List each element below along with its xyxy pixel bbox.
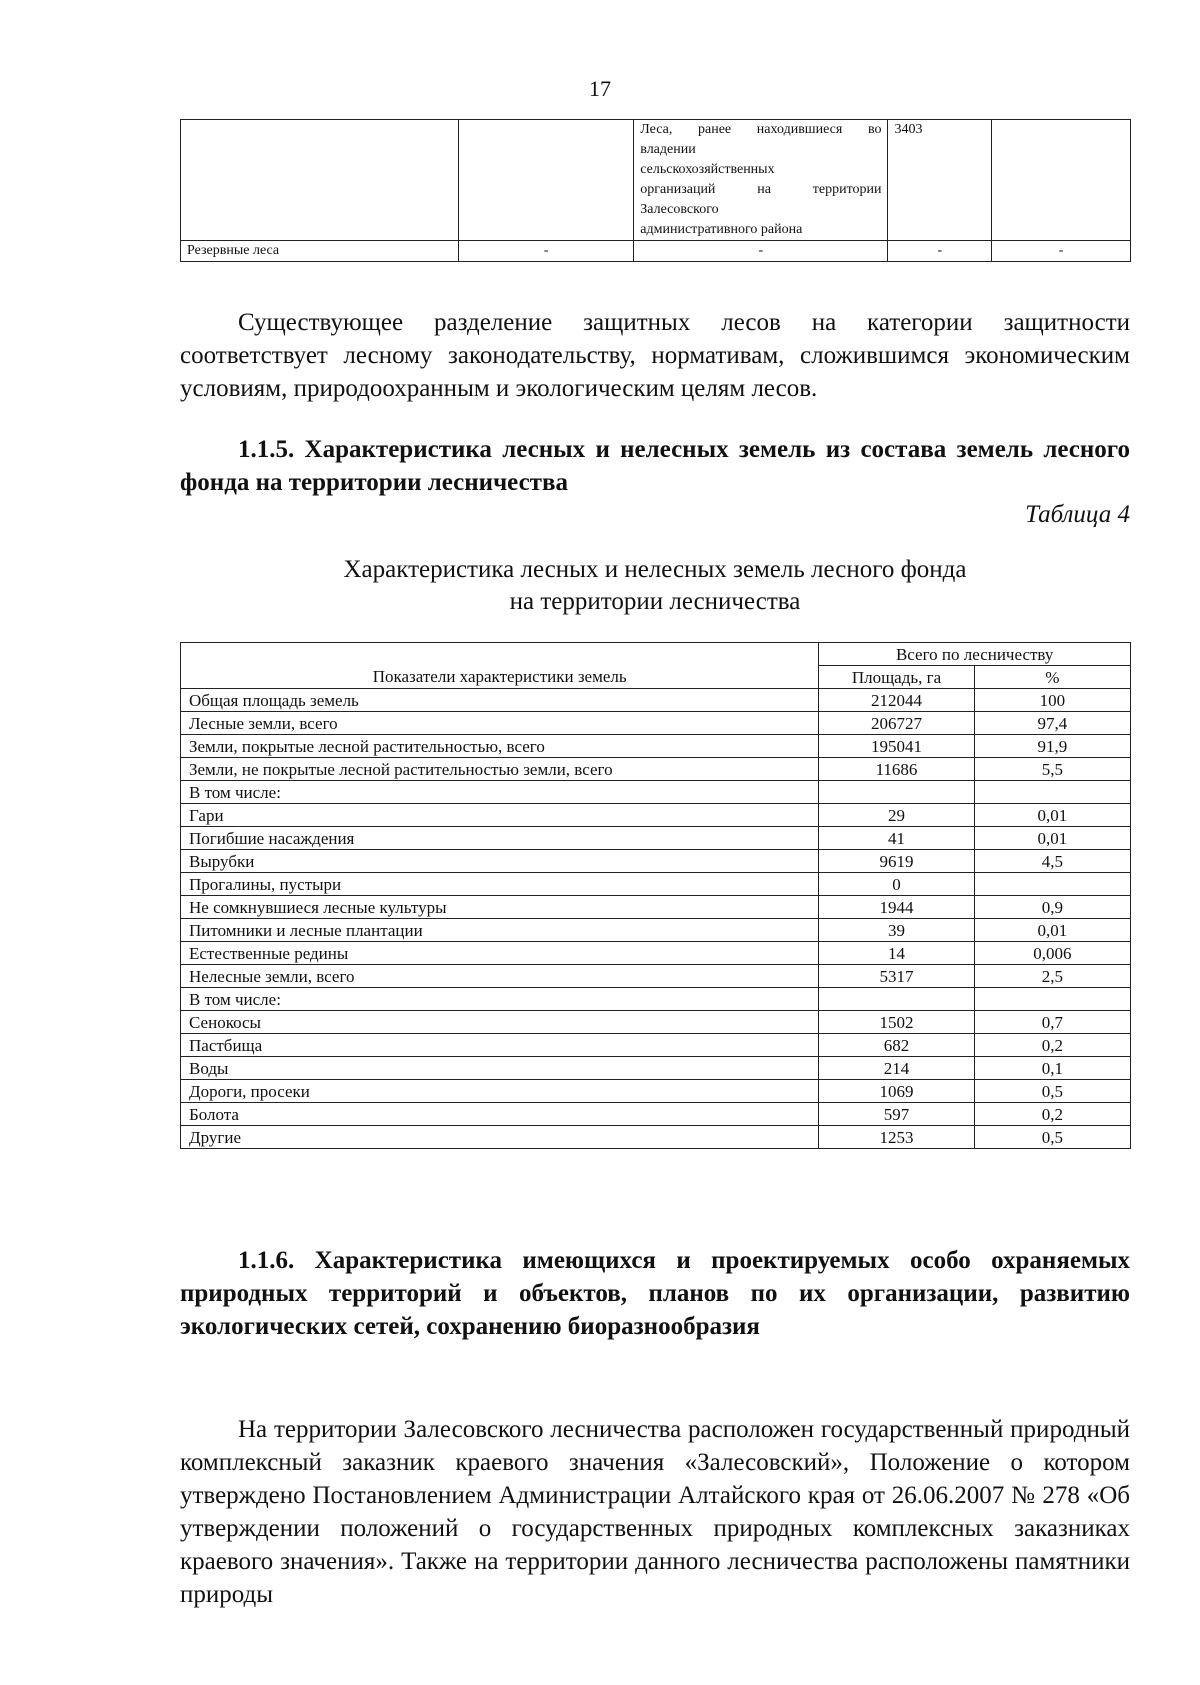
- area-cell: 11686: [819, 758, 974, 781]
- area-cell: 206727: [819, 712, 974, 735]
- land-category-cell: Воды: [181, 1057, 819, 1080]
- percent-cell: 0,01: [974, 804, 1130, 827]
- percent-cell: 0,9: [974, 896, 1130, 919]
- table-header-row: [181, 643, 1131, 666]
- percent-cell: 0,01: [974, 827, 1130, 850]
- description-line: административного района: [640, 222, 803, 237]
- table-row: [181, 988, 1131, 1011]
- table-row: [181, 850, 1131, 873]
- table-header-cell: [181, 643, 819, 666]
- protective-forest-table-continuation: [180, 119, 1131, 262]
- table-row: [181, 735, 1131, 758]
- dash-cell: -: [458, 241, 633, 262]
- area-cell: 41: [819, 827, 974, 850]
- percent-cell: 0,006: [974, 942, 1130, 965]
- table-row: [181, 1080, 1131, 1103]
- section-heading-1-1-6: 1.1.6. Характеристика имеющихся и проектируемых особо охраняемых природных территорий и объектов, планов по их организации, развитию экологических сетей, сохранению биоразнообразия: [180, 1247, 1130, 1340]
- area-cell: 9619: [819, 850, 974, 873]
- land-category-cell: Прогалины, пустыри: [181, 873, 819, 896]
- table-row: [181, 120, 1131, 241]
- percent-cell: 91,9: [974, 735, 1130, 758]
- area-cell: 195041: [819, 735, 974, 758]
- percent-cell: [974, 988, 1130, 1011]
- area-cell: [819, 988, 974, 1011]
- table-cell: [992, 120, 1131, 241]
- table-cell: [181, 120, 459, 241]
- area-cell: 1253: [819, 1126, 974, 1149]
- percent-cell: 2,5: [974, 965, 1130, 988]
- land-category-cell: Не сомкнувшиеся лесные культуры: [181, 896, 819, 919]
- land-category-cell: Вырубки: [181, 850, 819, 873]
- area-cell: 14: [819, 942, 974, 965]
- description-line: Леса, ранее находившиеся во: [640, 122, 882, 137]
- header-percent: %: [974, 666, 1130, 689]
- percent-cell: 0,7: [974, 1011, 1130, 1034]
- description-line: сельскохозяйственных: [640, 162, 775, 177]
- land-category-cell: Дороги, просеки: [181, 1080, 819, 1103]
- section-heading-1-1-5: 1.1.5. Характеристика лесных и нелесных земель из состава земель лесного фонда на территории лесничества: [180, 436, 1130, 496]
- header-area: Площадь, га: [819, 666, 974, 689]
- land-category-cell: В том числе:: [181, 781, 819, 804]
- page-number: 17: [589, 76, 611, 101]
- area-cell: 29: [819, 804, 974, 827]
- header-total-forestry: Всего по лесничеству: [819, 643, 1131, 666]
- area-cell: 1502: [819, 1011, 974, 1034]
- land-category-cell: Лесные земли, всего: [181, 712, 819, 735]
- table-row: [181, 965, 1131, 988]
- percent-cell: 4,5: [974, 850, 1130, 873]
- land-category-cell: Погибшие насаждения: [181, 827, 819, 850]
- percent-cell: 5,5: [974, 758, 1130, 781]
- percent-cell: 97,4: [974, 712, 1130, 735]
- table-row: [181, 758, 1131, 781]
- area-cell: 39: [819, 919, 974, 942]
- table-row: [181, 896, 1131, 919]
- reserve-forest-label: Резервные леса: [181, 241, 459, 262]
- table-row: [181, 1034, 1131, 1057]
- land-category-cell: Земли, не покрытые лесной растительностью земли, всего: [181, 758, 819, 781]
- description-line: владении: [640, 142, 696, 157]
- land-category-cell: Болота: [181, 1103, 819, 1126]
- land-category-cell: Пастбища: [181, 1034, 819, 1057]
- land-category-cell: Гари: [181, 804, 819, 827]
- table-label: Таблица 4: [1025, 501, 1130, 528]
- area-cell: 1069: [819, 1080, 974, 1103]
- area-cell: 597: [819, 1103, 974, 1126]
- paragraph-protected-areas: На территории Залесовского лесничества расположен государственный природный комплексный заказник краевого значения «Залесовский», Положение о котором утверждено Постановлением Администрации Алтайского края от 26.06.2007 № 278 «Об утверждении положений о государственных природных комплексных заказниках краевого значения». Также на территории данного лесничества расположены памятники природы: [180, 1416, 1130, 1608]
- land-category-cell: Естественные редины: [181, 942, 819, 965]
- percent-cell: [974, 781, 1130, 804]
- area-cell: 682: [819, 1034, 974, 1057]
- table-row: [181, 241, 1131, 262]
- percent-cell: 0,5: [974, 1080, 1130, 1103]
- area-cell: 5317: [819, 965, 974, 988]
- area-cell: 214: [819, 1057, 974, 1080]
- table-row: [181, 942, 1131, 965]
- header-indicators: Показатели характеристики земель: [181, 666, 819, 689]
- land-category-cell: Питомники и лесные плантации: [181, 919, 819, 942]
- area-cell: [819, 781, 974, 804]
- land-characteristics-table: [180, 642, 1131, 1149]
- table-title-line: Характеристика лесных и нелесных земель лесного фонда: [343, 556, 967, 583]
- dash-cell: -: [888, 241, 992, 262]
- description-line: Залесовского: [640, 202, 719, 217]
- forest-description-cell: [634, 120, 888, 241]
- area-cell: 212044: [819, 689, 974, 712]
- paragraph-protective-categories: Существующее разделение защитных лесов на категории защитности соответствует лесному законодательству, нормативам, сложившимся экономическим условиям, природоохранным и экологическим целям лесов.: [180, 309, 1130, 402]
- table-header-row: [181, 666, 1131, 689]
- land-category-cell: Нелесные земли, всего: [181, 965, 819, 988]
- percent-cell: 0,1: [974, 1057, 1130, 1080]
- table-row: [181, 1057, 1131, 1080]
- dash-cell: -: [992, 241, 1131, 262]
- percent-cell: 0,2: [974, 1034, 1130, 1057]
- land-category-cell: Земли, покрытые лесной растительностью, всего: [181, 735, 819, 758]
- land-category-cell: В том числе:: [181, 988, 819, 1011]
- table-row: [181, 919, 1131, 942]
- table-row: [181, 827, 1131, 850]
- area-cell: 0: [819, 873, 974, 896]
- percent-cell: 0,01: [974, 919, 1130, 942]
- percent-cell: 0,2: [974, 1103, 1130, 1126]
- table-title-line: на территории лесничества: [509, 588, 801, 615]
- percent-cell: 100: [974, 689, 1130, 712]
- table-row: [181, 804, 1131, 827]
- area-cell: 1944: [819, 896, 974, 919]
- table-row: [181, 1011, 1131, 1034]
- percent-cell: 0,5: [974, 1126, 1130, 1149]
- land-category-cell: Другие: [181, 1126, 819, 1149]
- table-row: [181, 689, 1131, 712]
- table-row: [181, 1103, 1131, 1126]
- table-row: [181, 1126, 1131, 1149]
- table-row: [181, 873, 1131, 896]
- table-row: [181, 712, 1131, 735]
- description-line: организаций на территории: [640, 182, 882, 197]
- table-title: [180, 554, 1130, 618]
- table-row: [181, 781, 1131, 804]
- dash-cell: -: [634, 241, 888, 262]
- land-table-body: [181, 689, 1131, 1149]
- percent-cell: [974, 873, 1130, 896]
- land-category-cell: Сенокосы: [181, 1011, 819, 1034]
- area-value-cell: 3403: [888, 120, 992, 241]
- table-cell: [458, 120, 633, 241]
- land-category-cell: Общая площадь земель: [181, 689, 819, 712]
